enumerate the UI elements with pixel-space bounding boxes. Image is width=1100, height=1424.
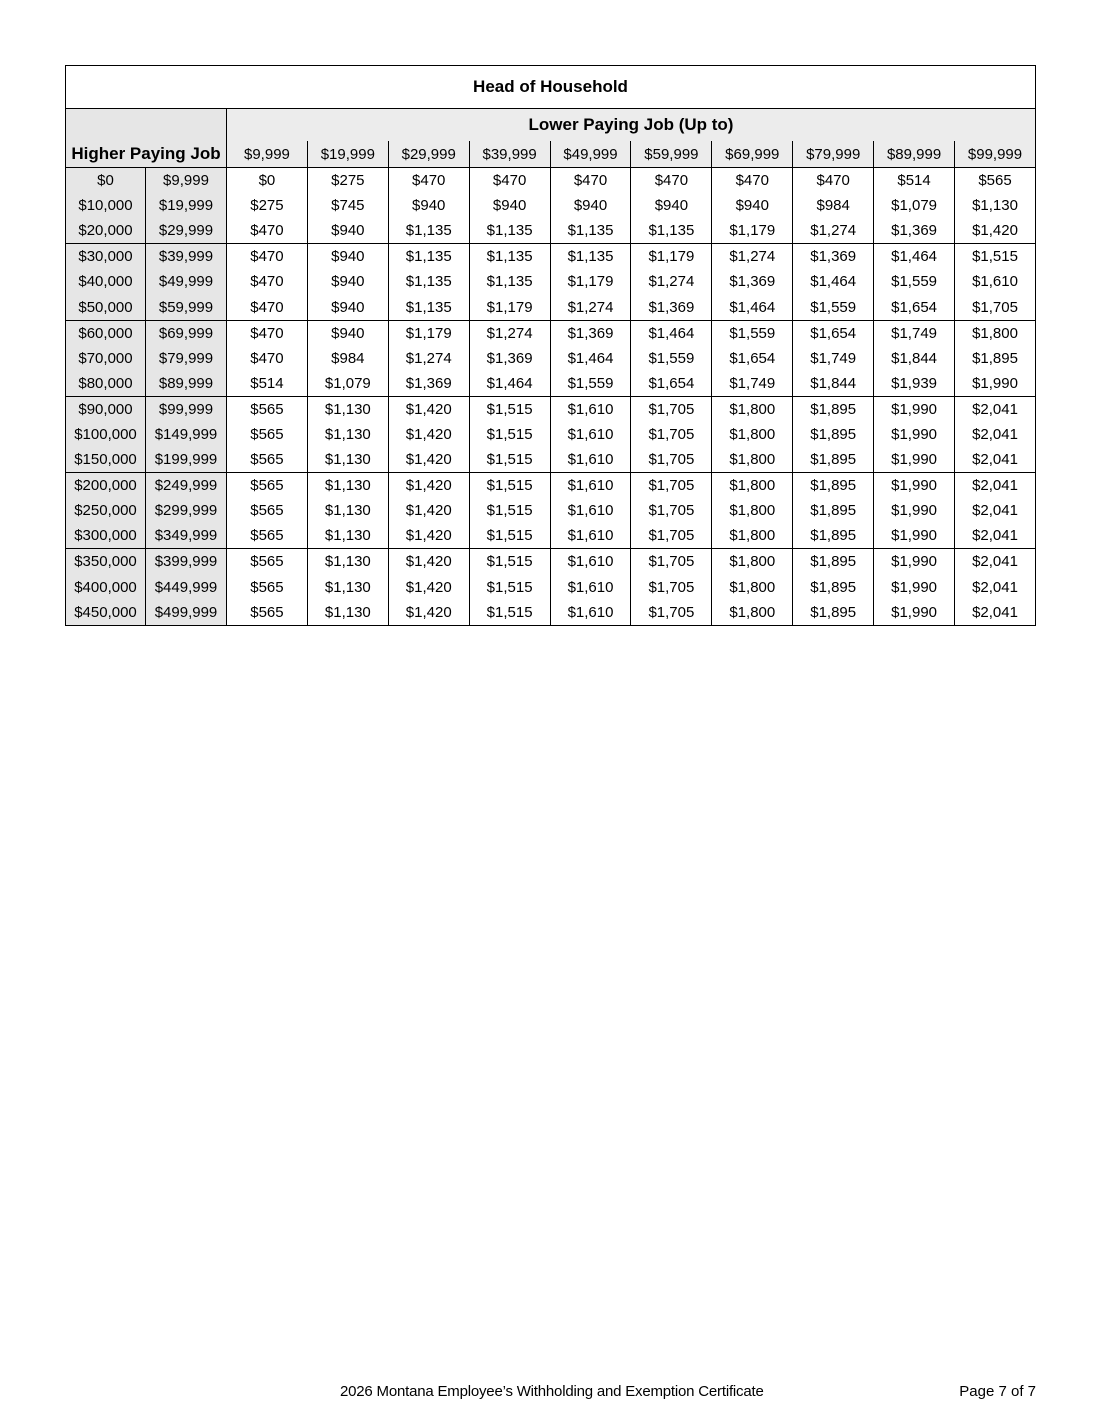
withholding-value: $565 [955, 168, 1036, 194]
column-header: $89,999 [874, 141, 955, 168]
withholding-value: $1,515 [469, 549, 550, 575]
withholding-value: $745 [307, 193, 388, 218]
withholding-value: $1,420 [388, 498, 469, 523]
withholding-value: $2,041 [955, 422, 1036, 447]
withholding-value: $470 [227, 218, 308, 244]
withholding-value: $1,420 [388, 575, 469, 600]
column-header: $79,999 [793, 141, 874, 168]
higher-job-min: $20,000 [66, 218, 146, 244]
higher-job-max: $249,999 [146, 473, 227, 499]
withholding-value: $1,610 [550, 473, 631, 499]
withholding-value: $1,939 [874, 371, 955, 397]
withholding-value: $940 [631, 193, 712, 218]
withholding-value: $1,135 [469, 244, 550, 270]
withholding-value: $940 [307, 269, 388, 294]
column-header-row [66, 141, 1036, 168]
withholding-value: $514 [874, 168, 955, 194]
withholding-value: $565 [227, 575, 308, 600]
withholding-value: $1,895 [793, 549, 874, 575]
withholding-value: $1,135 [469, 218, 550, 244]
withholding-value: $1,895 [793, 523, 874, 549]
withholding-value: $1,135 [388, 269, 469, 294]
withholding-value: $565 [227, 600, 308, 626]
higher-job-max: $29,999 [146, 218, 227, 244]
withholding-value: $1,135 [469, 269, 550, 294]
withholding-value: $2,041 [955, 447, 1036, 473]
withholding-value: $1,705 [631, 473, 712, 499]
withholding-value: $1,515 [469, 396, 550, 422]
table-title: Head of Household [66, 66, 1036, 109]
withholding-value: $470 [550, 168, 631, 194]
withholding-value: $1,464 [793, 269, 874, 294]
withholding-value: $565 [227, 473, 308, 499]
higher-job-max: $399,999 [146, 549, 227, 575]
withholding-value: $1,895 [793, 473, 874, 499]
withholding-value: $1,610 [550, 447, 631, 473]
withholding-value: $2,041 [955, 498, 1036, 523]
withholding-value: $940 [307, 244, 388, 270]
table-row [66, 320, 1036, 346]
column-header: $29,999 [388, 141, 469, 168]
withholding-value: $1,990 [874, 498, 955, 523]
withholding-value: $565 [227, 498, 308, 523]
withholding-value: $1,274 [550, 294, 631, 320]
withholding-value: $1,274 [712, 244, 793, 270]
withholding-value: $1,515 [955, 244, 1036, 270]
withholding-value: $984 [307, 346, 388, 371]
withholding-value: $1,274 [631, 269, 712, 294]
withholding-value: $565 [227, 523, 308, 549]
withholding-value: $1,179 [469, 294, 550, 320]
table-row [66, 422, 1036, 447]
withholding-value: $470 [227, 320, 308, 346]
withholding-value: $1,135 [631, 218, 712, 244]
lower-paying-header: Lower Paying Job (Up to) [227, 109, 1036, 142]
withholding-value: $1,895 [793, 422, 874, 447]
withholding-value: $470 [631, 168, 712, 194]
higher-job-min: $10,000 [66, 193, 146, 218]
withholding-value: $1,705 [631, 422, 712, 447]
higher-job-min: $50,000 [66, 294, 146, 320]
withholding-value: $1,705 [955, 294, 1036, 320]
withholding-value: $1,800 [712, 473, 793, 499]
withholding-value: $1,610 [550, 422, 631, 447]
withholding-table [65, 65, 1036, 626]
higher-job-max: $9,999 [146, 168, 227, 194]
withholding-value: $1,990 [874, 549, 955, 575]
withholding-value: $940 [307, 320, 388, 346]
table-body [66, 66, 1036, 626]
higher-job-max: $349,999 [146, 523, 227, 549]
withholding-value: $275 [227, 193, 308, 218]
higher-job-min: $40,000 [66, 269, 146, 294]
table-row [66, 396, 1036, 422]
withholding-value: $1,800 [955, 320, 1036, 346]
withholding-value: $2,041 [955, 473, 1036, 499]
withholding-value: $1,559 [550, 371, 631, 397]
higher-paying-header: Higher Paying Job [66, 141, 227, 168]
withholding-value: $470 [793, 168, 874, 194]
withholding-value: $1,130 [955, 193, 1036, 218]
column-header: $19,999 [307, 141, 388, 168]
withholding-value: $1,130 [307, 473, 388, 499]
withholding-value: $1,990 [874, 396, 955, 422]
withholding-value: $1,135 [388, 218, 469, 244]
withholding-value: $1,800 [712, 549, 793, 575]
withholding-value: $1,654 [874, 294, 955, 320]
withholding-value: $1,515 [469, 600, 550, 626]
withholding-value: $1,420 [388, 600, 469, 626]
withholding-value: $1,130 [307, 396, 388, 422]
higher-job-min: $450,000 [66, 600, 146, 626]
withholding-value: $1,464 [469, 371, 550, 397]
column-header: $99,999 [955, 141, 1036, 168]
higher-job-min: $0 [66, 168, 146, 194]
corner-blank [66, 109, 227, 142]
higher-job-min: $300,000 [66, 523, 146, 549]
withholding-value: $470 [227, 269, 308, 294]
withholding-value: $1,705 [631, 523, 712, 549]
withholding-value: $1,135 [550, 244, 631, 270]
withholding-value: $1,705 [631, 549, 712, 575]
withholding-value: $1,895 [793, 447, 874, 473]
withholding-value: $0 [227, 168, 308, 194]
withholding-value: $514 [227, 371, 308, 397]
withholding-value: $1,749 [793, 346, 874, 371]
withholding-value: $1,464 [631, 320, 712, 346]
withholding-value: $1,705 [631, 498, 712, 523]
withholding-value: $1,610 [550, 549, 631, 575]
withholding-value: $1,990 [874, 600, 955, 626]
withholding-value: $1,420 [388, 549, 469, 575]
higher-job-max: $449,999 [146, 575, 227, 600]
higher-job-max: $59,999 [146, 294, 227, 320]
withholding-value: $1,179 [388, 320, 469, 346]
higher-job-min: $100,000 [66, 422, 146, 447]
withholding-value: $1,895 [793, 396, 874, 422]
withholding-value: $1,179 [550, 269, 631, 294]
withholding-value: $1,369 [550, 320, 631, 346]
withholding-value: $470 [469, 168, 550, 194]
withholding-value: $1,800 [712, 575, 793, 600]
withholding-value: $1,990 [874, 473, 955, 499]
higher-job-min: $80,000 [66, 371, 146, 397]
withholding-value: $1,130 [307, 523, 388, 549]
withholding-value: $1,420 [955, 218, 1036, 244]
withholding-value: $1,274 [388, 346, 469, 371]
table-row [66, 346, 1036, 371]
withholding-value: $2,041 [955, 575, 1036, 600]
withholding-value: $1,515 [469, 447, 550, 473]
withholding-value: $1,610 [955, 269, 1036, 294]
withholding-value: $1,800 [712, 523, 793, 549]
withholding-value: $940 [712, 193, 793, 218]
withholding-value: $1,705 [631, 396, 712, 422]
withholding-value: $1,420 [388, 422, 469, 447]
withholding-value: $1,610 [550, 498, 631, 523]
withholding-value: $1,130 [307, 549, 388, 575]
withholding-value: $275 [307, 168, 388, 194]
withholding-value: $1,844 [874, 346, 955, 371]
withholding-value: $1,130 [307, 447, 388, 473]
withholding-value: $1,079 [307, 371, 388, 397]
withholding-value: $565 [227, 396, 308, 422]
table-row [66, 371, 1036, 397]
withholding-value: $1,369 [388, 371, 469, 397]
higher-job-min: $400,000 [66, 575, 146, 600]
higher-job-max: $49,999 [146, 269, 227, 294]
withholding-value: $1,749 [712, 371, 793, 397]
column-header: $9,999 [227, 141, 308, 168]
withholding-value: $1,274 [469, 320, 550, 346]
higher-job-min: $250,000 [66, 498, 146, 523]
withholding-value: $1,610 [550, 600, 631, 626]
withholding-value: $565 [227, 422, 308, 447]
withholding-value: $1,654 [793, 320, 874, 346]
withholding-value: $940 [307, 218, 388, 244]
withholding-value: $1,654 [712, 346, 793, 371]
withholding-value: $1,515 [469, 498, 550, 523]
withholding-value: $1,515 [469, 575, 550, 600]
withholding-value: $1,515 [469, 422, 550, 447]
withholding-value: $565 [227, 549, 308, 575]
lower-header-row [66, 109, 1036, 142]
higher-job-max: $19,999 [146, 193, 227, 218]
table-row [66, 269, 1036, 294]
title-row [66, 66, 1036, 109]
higher-job-max: $99,999 [146, 396, 227, 422]
withholding-value: $1,800 [712, 396, 793, 422]
higher-job-min: $150,000 [66, 447, 146, 473]
withholding-value: $1,135 [388, 244, 469, 270]
higher-job-min: $200,000 [66, 473, 146, 499]
column-header: $59,999 [631, 141, 712, 168]
withholding-value: $940 [550, 193, 631, 218]
withholding-value: $1,559 [712, 320, 793, 346]
withholding-value: $1,800 [712, 498, 793, 523]
withholding-value: $1,135 [388, 294, 469, 320]
withholding-value: $1,895 [955, 346, 1036, 371]
withholding-value: $1,420 [388, 396, 469, 422]
page-number: Page 7 of 7 [959, 1383, 1036, 1400]
withholding-value: $940 [388, 193, 469, 218]
higher-job-max: $69,999 [146, 320, 227, 346]
higher-job-max: $149,999 [146, 422, 227, 447]
withholding-value: $470 [227, 294, 308, 320]
withholding-value: $2,041 [955, 600, 1036, 626]
higher-job-min: $30,000 [66, 244, 146, 270]
withholding-value: $1,079 [874, 193, 955, 218]
withholding-value: $1,800 [712, 600, 793, 626]
column-header: $39,999 [469, 141, 550, 168]
higher-job-max: $39,999 [146, 244, 227, 270]
higher-job-min: $70,000 [66, 346, 146, 371]
withholding-value: $1,464 [550, 346, 631, 371]
table-row [66, 473, 1036, 499]
table-row [66, 193, 1036, 218]
withholding-value: $1,130 [307, 600, 388, 626]
withholding-value: $1,705 [631, 600, 712, 626]
withholding-value: $1,705 [631, 447, 712, 473]
withholding-value: $470 [388, 168, 469, 194]
withholding-value: $2,041 [955, 396, 1036, 422]
withholding-value: $1,749 [874, 320, 955, 346]
table-row [66, 244, 1036, 270]
withholding-value: $470 [712, 168, 793, 194]
withholding-value: $1,990 [874, 523, 955, 549]
withholding-value: $1,130 [307, 575, 388, 600]
withholding-value: $984 [793, 193, 874, 218]
higher-job-max: $79,999 [146, 346, 227, 371]
withholding-value: $1,420 [388, 447, 469, 473]
withholding-value: $1,515 [469, 473, 550, 499]
higher-job-min: $60,000 [66, 320, 146, 346]
withholding-value: $1,559 [631, 346, 712, 371]
table-row [66, 294, 1036, 320]
withholding-value: $2,041 [955, 523, 1036, 549]
withholding-value: $1,179 [631, 244, 712, 270]
withholding-value: $1,559 [874, 269, 955, 294]
withholding-value: $1,705 [631, 575, 712, 600]
withholding-value: $1,800 [712, 422, 793, 447]
table-row [66, 168, 1036, 194]
table-row [66, 218, 1036, 244]
table-row [66, 575, 1036, 600]
withholding-value: $1,130 [307, 498, 388, 523]
withholding-value: $1,844 [793, 371, 874, 397]
table-row [66, 549, 1036, 575]
withholding-value: $1,895 [793, 498, 874, 523]
withholding-value: $1,130 [307, 422, 388, 447]
withholding-value: $1,369 [874, 218, 955, 244]
withholding-value: $1,559 [793, 294, 874, 320]
withholding-value: $1,369 [469, 346, 550, 371]
higher-job-min: $90,000 [66, 396, 146, 422]
withholding-value: $1,464 [874, 244, 955, 270]
withholding-value: $1,610 [550, 523, 631, 549]
withholding-value: $1,610 [550, 575, 631, 600]
withholding-value: $1,654 [631, 371, 712, 397]
withholding-value: $940 [307, 294, 388, 320]
table-row [66, 523, 1036, 549]
withholding-value: $1,990 [874, 447, 955, 473]
withholding-value: $1,990 [874, 422, 955, 447]
withholding-value: $1,990 [874, 575, 955, 600]
table-row [66, 447, 1036, 473]
withholding-value: $1,800 [712, 447, 793, 473]
withholding-value: $1,135 [550, 218, 631, 244]
withholding-value: $1,610 [550, 396, 631, 422]
higher-job-max: $299,999 [146, 498, 227, 523]
withholding-value: $1,895 [793, 600, 874, 626]
withholding-value: $1,179 [712, 218, 793, 244]
withholding-value: $1,420 [388, 473, 469, 499]
footer-title: 2026 Montana Employee’s Withholding and Exemption Certificate [340, 1383, 764, 1400]
withholding-value: $470 [227, 346, 308, 371]
higher-job-max: $199,999 [146, 447, 227, 473]
withholding-value: $1,420 [388, 523, 469, 549]
withholding-value: $565 [227, 447, 308, 473]
column-header: $69,999 [712, 141, 793, 168]
withholding-value: $1,464 [712, 294, 793, 320]
withholding-value: $1,895 [793, 575, 874, 600]
withholding-value: $1,274 [793, 218, 874, 244]
higher-job-max: $499,999 [146, 600, 227, 626]
withholding-value: $470 [227, 244, 308, 270]
table-row [66, 600, 1036, 626]
higher-job-min: $350,000 [66, 549, 146, 575]
withholding-value: $2,041 [955, 549, 1036, 575]
withholding-value: $1,369 [793, 244, 874, 270]
withholding-value: $1,369 [631, 294, 712, 320]
withholding-value: $1,990 [955, 371, 1036, 397]
higher-job-max: $89,999 [146, 371, 227, 397]
table-row [66, 498, 1036, 523]
withholding-value: $940 [469, 193, 550, 218]
withholding-value: $1,515 [469, 523, 550, 549]
withholding-value: $1,369 [712, 269, 793, 294]
column-header: $49,999 [550, 141, 631, 168]
